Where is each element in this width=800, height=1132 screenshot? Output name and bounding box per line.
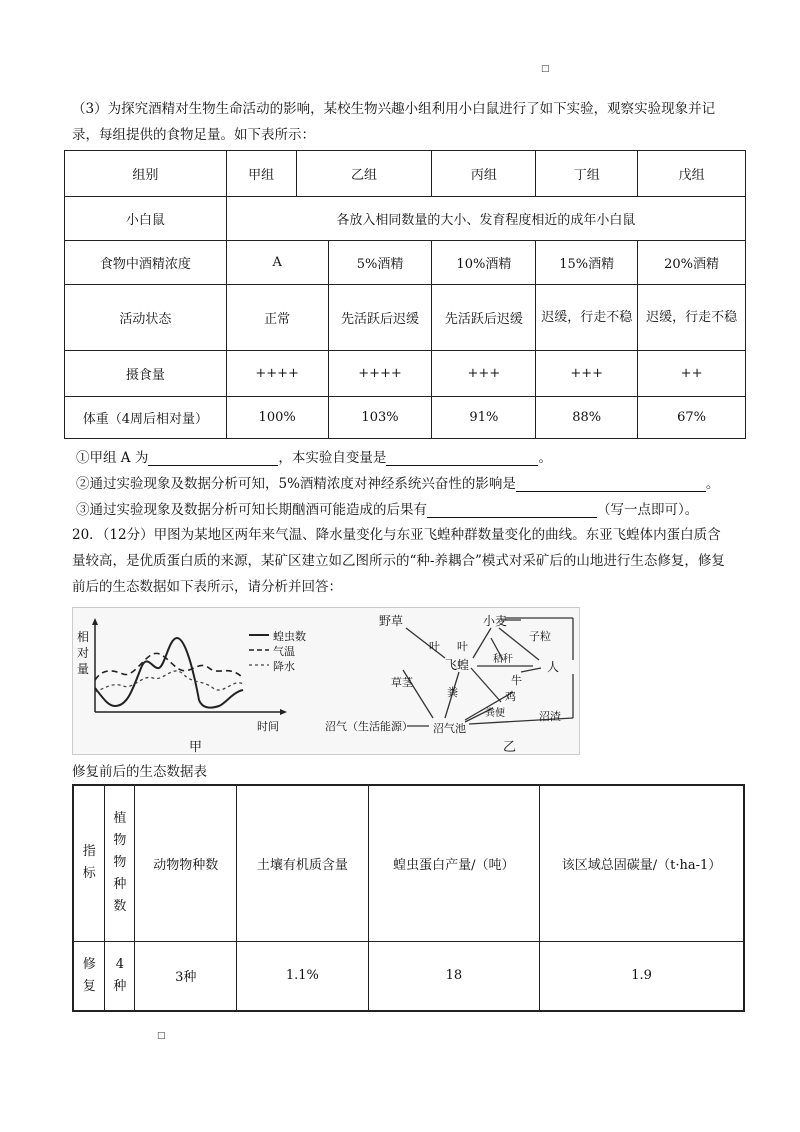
plant-species-value: 4种: [113, 956, 127, 994]
row-label-concentration: 食物中酒精浓度: [65, 241, 227, 285]
table-cell: 迟缓，行走不稳: [536, 285, 638, 351]
node-stem: 草茎: [391, 676, 413, 689]
table-cell: 5%酒精: [328, 241, 432, 285]
row-label-weight: 体重（4周后相对量）: [65, 397, 227, 439]
ecological-data-table: [72, 784, 745, 1012]
question-1: [76, 446, 552, 466]
q2-text-a: ②通过实验现象及数据分析可知，5%酒精浓度对神经系统兴奋性的影响是: [76, 476, 516, 492]
table-cell: ++++: [328, 351, 432, 397]
table-cell: +++: [432, 351, 536, 397]
q1-text-c: 。: [538, 450, 552, 466]
table-cell: 20%酒精: [638, 241, 746, 285]
table-cell: A: [226, 241, 328, 285]
table-cell: 1.9: [540, 941, 744, 1011]
header-carbon-fixation: 该区域总固碳量/（t·ha-1）: [540, 785, 744, 941]
table-cell: ++++: [226, 351, 328, 397]
table-cell: [105, 941, 135, 1011]
table-cell: 正常: [226, 285, 328, 351]
node-human: 人: [547, 660, 560, 674]
table-cell: 103%: [328, 397, 432, 439]
node-grain: 子粒: [529, 630, 551, 643]
row-label-activity: 活动状态: [65, 285, 227, 351]
table-cell: 先活跃后迟缓: [328, 285, 432, 351]
node-chicken: 鸡: [505, 690, 516, 703]
legend-temperature: 气温: [273, 645, 295, 658]
answer-blank[interactable]: [427, 503, 597, 518]
page-mark-bottom: □: [157, 1031, 166, 1041]
node-leaf-1: 叶: [429, 640, 440, 653]
answer-blank[interactable]: [386, 451, 538, 466]
node-weed: 野草: [379, 614, 404, 628]
table-cell: 迟缓，行走不稳: [638, 285, 746, 351]
table-cell: 15%酒精: [536, 241, 638, 285]
node-residue: 沼渣: [539, 710, 561, 723]
question-20: 20．（12分）甲图为某地区两年来气温、降水量变化与东亚飞蝗种群数量变化的曲线。东亚飞蝗体内蛋白质含量较高，是优质蛋白质的来源，某矿区建立如乙图所示的“种-养耦合”模式对采矿后的山地进行生态修复，修复前后的生态数据如下表所示，请分析并回答：: [72, 527, 725, 595]
q1-text-a: ①甲组 A 为: [76, 450, 149, 466]
header-ding: 丁组: [536, 151, 638, 197]
table-cell: 18: [368, 941, 539, 1011]
jia-xlabel: 时间: [257, 720, 279, 733]
yi-label: 乙: [503, 740, 517, 755]
table-cell: 10%酒精: [432, 241, 536, 285]
node-leaf-2: 叶: [457, 640, 468, 653]
jia-label: 甲: [189, 740, 203, 755]
node-digester: 沼气池: [433, 722, 466, 735]
jia-ylabel-2: 对: [77, 646, 90, 660]
jia-temperature-curve: [95, 653, 243, 680]
node-cattle: 牛: [511, 674, 522, 687]
question-3: [76, 498, 698, 518]
node-manure: 粪: [447, 686, 458, 699]
header-wu: 戊组: [638, 151, 746, 197]
answer-blank[interactable]: [516, 477, 706, 492]
page-mark-top: □: [541, 64, 550, 74]
jia-x-arrow: [280, 709, 287, 715]
table-cell: 88%: [536, 397, 638, 439]
row-label-intake: 摄食量: [65, 351, 227, 397]
node-straw: 秸秆: [493, 654, 513, 665]
header-index-text: 指标: [82, 844, 96, 882]
legend-precipitation: 降水: [273, 660, 295, 673]
table-cell: ++: [638, 351, 746, 397]
table2-caption: 修复前后的生态数据表: [72, 764, 207, 780]
question-2: [76, 472, 719, 492]
jia-y-arrow: [92, 618, 98, 625]
q1-text-b: ，本实验自变量是: [278, 450, 387, 466]
header-soil-organic: 土壤有机质含量: [237, 785, 369, 941]
alcohol-experiment-table: [64, 150, 746, 439]
header-locust-protein: 蝗虫蛋白产量/（吨）: [368, 785, 539, 941]
node-feces: 粪便: [485, 708, 505, 719]
node-wheat: 小麦: [483, 614, 508, 628]
header-yi: 乙组: [296, 151, 432, 197]
header-group: 组别: [65, 151, 227, 197]
table-cell: +++: [536, 351, 638, 397]
row-label-restored: [73, 941, 105, 1011]
jia-precipitation-curve: [95, 671, 243, 692]
node-locust: 飞蝗: [445, 658, 470, 672]
figure-jia-yi: [72, 607, 580, 755]
node-biogas: 沼气（生活能源）: [325, 720, 413, 733]
table-cell: 67%: [638, 397, 746, 439]
table-cell: 先活跃后迟缓: [432, 285, 536, 351]
answer-blank[interactable]: [148, 451, 278, 466]
legend-locust: 蝗虫数: [273, 630, 306, 643]
header-bing: 丙组: [432, 151, 536, 197]
jia-ylabel-3: 量: [77, 662, 90, 676]
table-cell: 3种: [135, 941, 237, 1011]
table-cell: 91%: [432, 397, 536, 439]
mouse-desc: 各放入相同数量的大小、发育程度相近的成年小白鼠: [226, 197, 745, 241]
header-jia: 甲组: [226, 151, 296, 197]
q3-text-c: （写一点即可）。: [597, 502, 699, 518]
header-plant-text: 植物物种数: [113, 811, 127, 915]
q3-text-a: ③通过实验现象及数据分析可知长期酗酒可能造成的后果有: [76, 502, 427, 518]
header-animal-species: 动物物种数: [135, 785, 237, 941]
header-plant-species: [105, 785, 135, 941]
jia-ylabel-1: 相: [77, 630, 90, 644]
q2-text-c: 。: [705, 476, 720, 492]
header-index: [73, 785, 105, 941]
table-cell: 1.1%: [237, 941, 369, 1011]
table-cell: 100%: [226, 397, 328, 439]
row-label-text: 修复: [82, 956, 96, 994]
q3-intro: （3）为探究酒精对生物生命活动的影响，某校生物兴趣小组利用小白鼠进行了如下实验，观察实验现象并记录，每组提供的食物足量。如下表所示：: [72, 101, 716, 143]
mouse-label: 小白鼠: [65, 197, 227, 241]
